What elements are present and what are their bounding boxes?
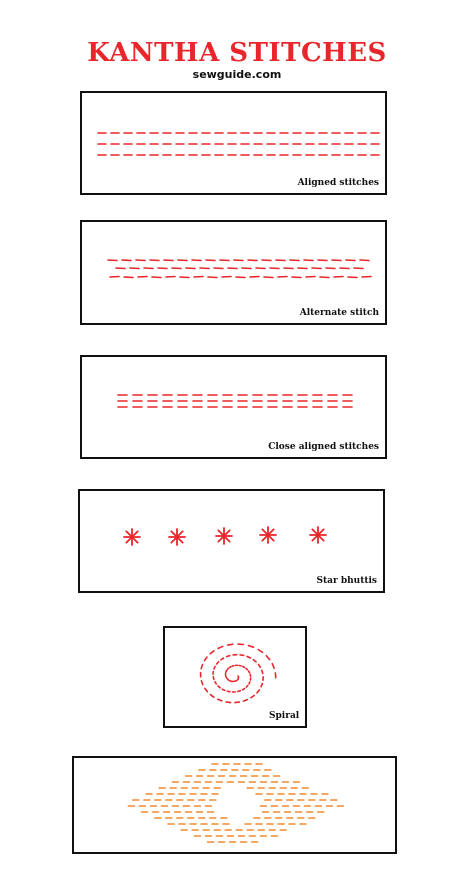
- stitch: [172, 268, 181, 269]
- page-subtitle: sewguide.com: [192, 68, 282, 81]
- stitch: [340, 268, 349, 269]
- spiral-stitch: [215, 682, 216, 684]
- stitch: [234, 260, 243, 261]
- spiral-stitch: [249, 646, 254, 648]
- stitch: [122, 260, 131, 261]
- stitch: [124, 277, 133, 278]
- spiral-stitch: [246, 685, 248, 687]
- spiral-stitch: [221, 658, 224, 660]
- stitch: [284, 268, 293, 269]
- stitch: [110, 277, 119, 278]
- stitch: [180, 277, 189, 278]
- stitch: [320, 277, 329, 278]
- spiral-stitch: [253, 660, 256, 662]
- stitch: [318, 260, 327, 261]
- spiral-stitch: [249, 682, 250, 684]
- spiral-stitch: [266, 656, 269, 660]
- stitch: [256, 268, 265, 269]
- stitch: [220, 260, 229, 261]
- stitch: [250, 277, 259, 278]
- spiral-stitch: [243, 700, 247, 701]
- stitch: [290, 260, 299, 261]
- stitch: [292, 277, 301, 278]
- stitch: [264, 277, 273, 278]
- close-aligned-stitches-caption: Close aligned stitches: [268, 442, 379, 452]
- spiral-stitch: [217, 662, 219, 664]
- stitch: [360, 260, 369, 261]
- stitch: [346, 260, 355, 261]
- stitch: [332, 260, 341, 261]
- stitch: [200, 268, 209, 269]
- spiral-stitch: [229, 667, 230, 668]
- close-aligned-stitches-panel: [80, 355, 387, 459]
- spiral-stitch: [227, 656, 230, 657]
- stitch: [192, 260, 201, 261]
- stitch: [214, 268, 223, 269]
- spiral-stitch: [258, 650, 262, 653]
- spiral-stitch: [258, 664, 260, 667]
- spiral-stitch: [261, 684, 262, 687]
- spiral-stitch: [222, 689, 224, 690]
- spiral-stitch: [218, 699, 222, 701]
- stitch: [248, 260, 257, 261]
- spiral-stitch: [246, 668, 247, 669]
- stitch: [326, 268, 335, 269]
- stitch: [130, 268, 139, 269]
- spiral-caption: Spiral: [269, 711, 300, 721]
- stitch: [150, 260, 159, 261]
- stitch: [276, 260, 285, 261]
- alternate-stitch-panel: [80, 220, 387, 325]
- stitch: [312, 268, 321, 269]
- spiral-stitch: [249, 671, 250, 673]
- stitch: [228, 268, 237, 269]
- spiral-stitch: [218, 646, 223, 648]
- stitch: [166, 277, 175, 278]
- spiral-stitch: [243, 666, 245, 667]
- spiral-stitch: [210, 651, 214, 654]
- stitch: [108, 260, 117, 261]
- diamond-pattern-panel: [72, 756, 397, 854]
- stitch: [242, 268, 251, 269]
- alternate-stitch-caption: Alternate stitch: [299, 308, 379, 318]
- stitch: [236, 277, 245, 278]
- stitch: [270, 268, 279, 269]
- spiral-stitch: [210, 695, 213, 698]
- spiral-stitch: [226, 678, 227, 679]
- page-title: KANTHA STITCHES: [87, 38, 387, 68]
- spiral-stitch: [262, 670, 263, 673]
- spiral-stitch: [201, 681, 202, 685]
- spiral-stitch: [238, 691, 240, 692]
- star-bhuttis-caption: Star bhuttis: [316, 576, 377, 586]
- star-bhuttis-panel: [78, 489, 385, 593]
- spiral-stitch: [227, 668, 228, 669]
- stitch: [206, 260, 215, 261]
- spiral-stitch: [243, 689, 245, 690]
- stitch: [298, 268, 307, 269]
- spiral-stitch: [272, 664, 274, 668]
- stitch: [304, 260, 313, 261]
- spiral-stitch: [226, 671, 227, 672]
- spiral-stitch: [228, 644, 233, 645]
- stitch: [116, 268, 125, 269]
- stitch: [138, 277, 147, 278]
- stitch: [354, 268, 363, 269]
- stitch: [136, 260, 145, 261]
- spiral-stitch: [201, 665, 202, 669]
- stitch: [186, 268, 195, 269]
- stitch: [262, 260, 271, 261]
- stitch: [152, 277, 161, 278]
- spiral-stitch: [218, 686, 220, 688]
- stitch: [278, 277, 287, 278]
- spiral-stitch: [214, 666, 215, 669]
- stitch: [144, 268, 153, 269]
- stitch: [362, 277, 371, 278]
- stitch: [334, 277, 343, 278]
- spiral-stitch: [213, 677, 214, 680]
- stitch: [222, 277, 231, 278]
- spiral-stitch: [257, 690, 259, 693]
- stitch: [194, 277, 203, 278]
- spiral-stitch: [205, 688, 208, 691]
- spiral-stitch: [228, 679, 229, 680]
- stitch: [208, 277, 217, 278]
- spiral-stitch: [251, 695, 254, 697]
- spiral-stitch: [240, 655, 244, 656]
- spiral-stitch: [226, 702, 230, 703]
- diamond-pattern-illustration: [74, 758, 395, 852]
- stitch: [306, 277, 315, 278]
- stitch: [178, 260, 187, 261]
- aligned-stitches-caption: Aligned stitches: [297, 178, 379, 188]
- spiral-stitch: [247, 656, 250, 657]
- spiral-stitch: [204, 657, 207, 661]
- spiral-stitch: [227, 691, 230, 692]
- aligned-stitches-panel: [80, 91, 387, 195]
- spiral-panel: [163, 626, 307, 728]
- stitch: [158, 268, 167, 269]
- stitch: [348, 277, 357, 278]
- stitch: [164, 260, 173, 261]
